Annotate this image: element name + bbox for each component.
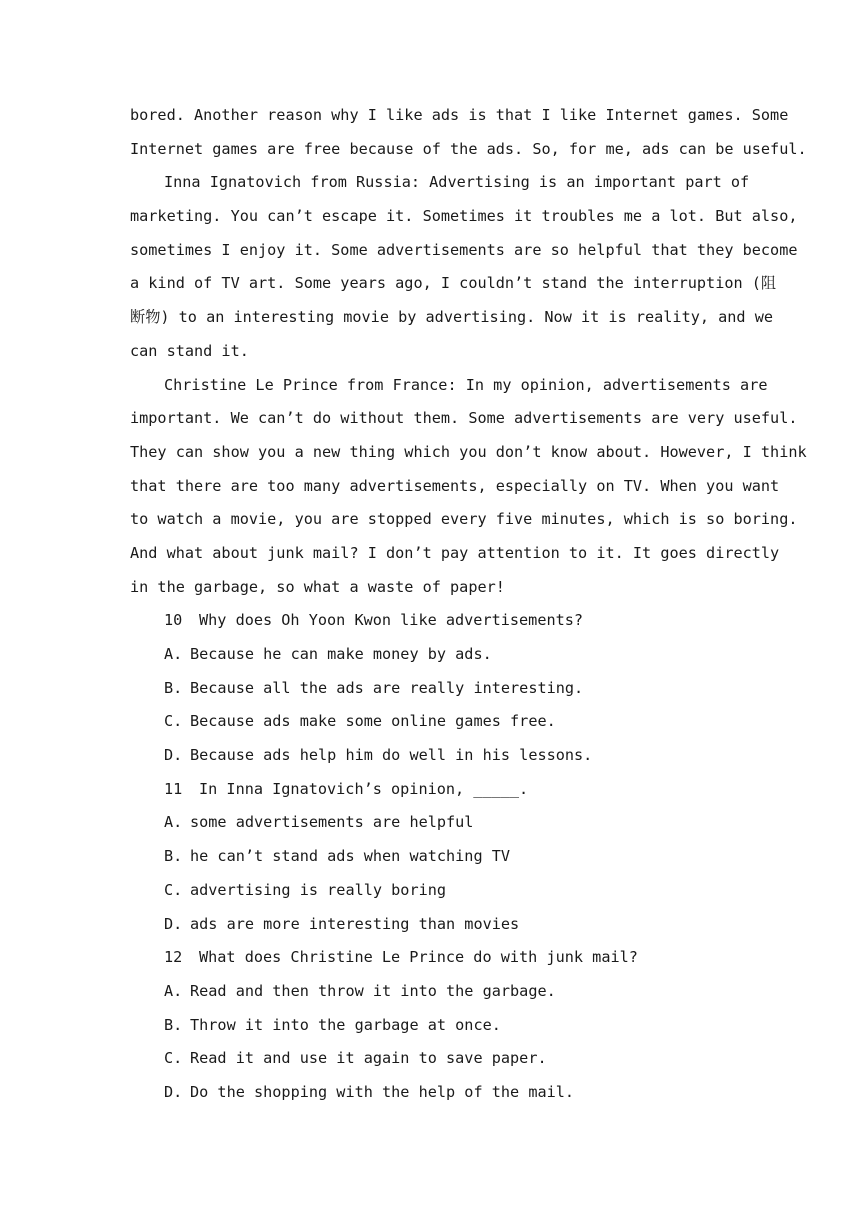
option-b	[130, 840, 730, 874]
option-c	[130, 1042, 730, 1076]
question-stem	[130, 941, 730, 975]
option-letter: A.	[164, 813, 183, 832]
option-d	[130, 739, 730, 773]
option-text: advertising is really boring	[190, 880, 447, 899]
option-a	[130, 975, 730, 1009]
paragraph-inna-ignatovich	[130, 166, 798, 368]
paragraph-oh-yoon-kwon-ending	[130, 99, 807, 166]
text-line: that there are too many advertisements, especially on TV. When you want	[130, 476, 780, 495]
paragraph-christine-le-prince	[130, 369, 807, 605]
option-c	[130, 705, 730, 739]
option-text: Do the shopping with the help of the mail.	[190, 1082, 575, 1101]
text-line: a kind of TV art. Some years ago, I couldn’t stand the interruption (阻	[130, 274, 777, 293]
text-line: 断物) to an interesting movie by advertising. Now it is reality, and we	[130, 308, 773, 327]
option-text: Read and then throw it into the garbage.	[190, 981, 556, 1000]
question-number: 12	[164, 948, 183, 967]
option-letter: C.	[164, 880, 183, 899]
text-line: Internet games are free because of the ads. So, for me, ads can be useful.	[130, 139, 807, 158]
text-line: And what about junk mail? I don’t pay attention to it. It goes directly	[130, 543, 780, 562]
text-line: bored. Another reason why I like ads is that I like Internet games. Some	[130, 106, 789, 124]
option-letter: A.	[164, 645, 183, 663]
option-letter: B.	[164, 1015, 183, 1034]
option-text: Read it and use it again to save paper.	[190, 1049, 547, 1068]
option-a	[130, 638, 730, 672]
option-letter: D.	[164, 914, 183, 933]
option-text: Because he can make money by ads.	[190, 645, 492, 663]
option-letter: D.	[164, 746, 183, 765]
text-line: They can show you a new thing which you don’t know about. However, I think	[130, 442, 807, 461]
option-a	[130, 806, 730, 840]
option-letter: D.	[164, 1082, 183, 1101]
option-text: Throw it into the garbage at once.	[190, 1015, 501, 1034]
option-letter: C.	[164, 712, 183, 731]
option-letter: A.	[164, 981, 183, 1000]
document-page	[130, 99, 807, 1110]
option-text: ads are more interesting than movies	[190, 914, 520, 933]
option-d	[130, 908, 730, 942]
question-text: What does Christine Le Prince do with junk mail?	[199, 948, 638, 967]
option-text: Because all the ads are really interesting.	[190, 678, 584, 697]
option-c	[130, 874, 730, 908]
text-line: in the garbage, so what a waste of paper!	[130, 577, 505, 596]
option-d	[130, 1076, 730, 1110]
option-letter: B.	[164, 847, 183, 866]
text-line: Inna Ignatovich from Russia: Advertising is an important part of	[164, 173, 750, 192]
text-line: important. We can’t do without them. Some advertisements are very useful.	[130, 409, 798, 428]
question-stem	[130, 604, 730, 638]
option-letter: C.	[164, 1049, 183, 1068]
text-line: can stand it.	[130, 341, 249, 360]
option-letter: B.	[164, 678, 183, 697]
option-text: Because ads help him do well in his lessons.	[190, 746, 593, 765]
question-11	[130, 773, 730, 941]
option-text: Because ads make some online games free.	[190, 712, 556, 731]
question-10	[130, 604, 730, 772]
question-text: In Inna Ignatovich’s opinion, _____.	[199, 779, 529, 798]
text-line: to watch a movie, you are stopped every five minutes, which is so boring.	[130, 510, 798, 529]
question-number: 11	[164, 779, 183, 798]
text-line: Christine Le Prince from France: In my opinion, advertisements are	[164, 375, 768, 394]
question-number: 10	[164, 611, 183, 630]
option-b	[130, 672, 730, 706]
option-b	[130, 1009, 730, 1043]
option-text: some advertisements are helpful	[190, 813, 474, 832]
question-text: Why does Oh Yoon Kwon like advertisements?	[199, 611, 584, 630]
option-text: he can’t stand ads when watching TV	[190, 847, 511, 866]
question-12	[130, 941, 730, 1109]
text-line: marketing. You can’t escape it. Sometimes it troubles me a lot. But also,	[130, 207, 798, 226]
text-line: sometimes I enjoy it. Some advertisements are so helpful that they become	[130, 240, 798, 259]
question-stem	[130, 773, 730, 807]
